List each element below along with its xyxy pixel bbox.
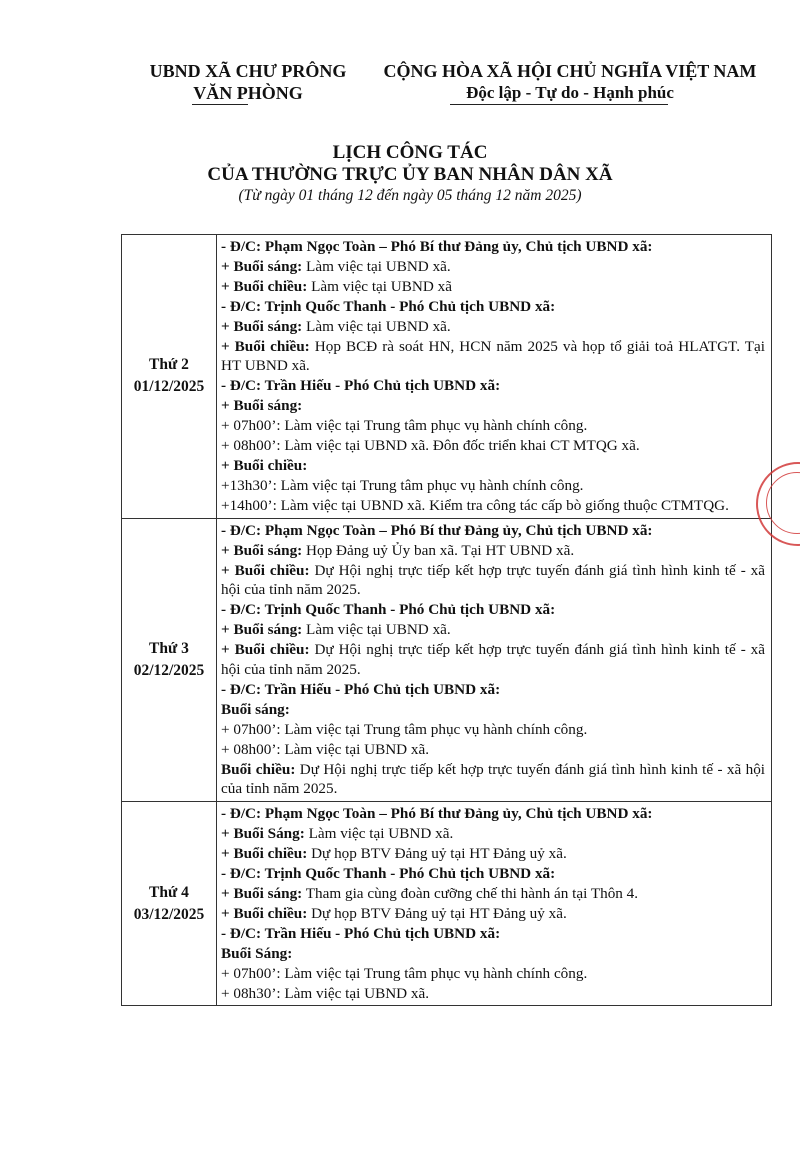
org-name: UBND XÃ CHƯ PRÔNG <box>149 61 347 81</box>
schedule-line: Buổi chiều: Dự Hội nghị trực tiếp kết hợp trực tuyến đánh giá tình hình kinh tế - xã hội của tỉnh năm 2025. <box>221 760 766 798</box>
official-heading: - Đ/C: Trần Hiếu - Phó Chủ tịch UBND xã: <box>221 680 501 698</box>
org-unit: VĂN PHÒNG <box>193 83 303 103</box>
schedule-row-tuesday <box>122 518 772 802</box>
day-name: Thứ 2 <box>149 356 189 374</box>
schedule-line: + Buổi chiều: Dự Hội nghị trực tiếp kết hợp trực tuyến đánh giá tình hình kinh tế - xã hội của tỉnh năm 2025. <box>221 561 766 599</box>
schedule-line: + 08h00’: Làm việc tại UBND xã. Đôn đốc triển khai CT MTQG xã. <box>221 437 640 455</box>
day-name: Thứ 4 <box>149 883 189 901</box>
day-date: 01/12/2025 <box>133 378 205 396</box>
schedule-line: + Buổi chiều: Họp BCĐ rà soát HN, HCN năm 2025 và họp tổ giải toả HLATGT. Tại HT UBND xã. <box>221 337 765 375</box>
official-heading: - Đ/C: Trịnh Quốc Thanh - Phó Chủ tịch UBND xã: <box>221 601 556 619</box>
schedule-line: + Buổi sáng: Tham gia cùng đoàn cưỡng chế thi hành án tại Thôn 4. <box>221 885 639 902</box>
title-line-2: CỦA THƯỜNG TRỰC ỦY BAN NHÂN DÂN XÃ <box>207 164 613 185</box>
official-heading: - Đ/C: Trịnh Quốc Thanh - Phó Chủ tịch UBND xã: <box>221 297 556 315</box>
schedule-row-wednesday <box>122 802 772 1006</box>
schedule-line: +14h00’: Làm việc tại UBND xã. Kiểm tra công tác cấp bò giống thuộc CTMTQG. <box>221 496 729 514</box>
day-content <box>217 802 772 1006</box>
schedule-line: + Buổi Sáng: Làm việc tại UBND xã. <box>221 825 454 843</box>
document-title <box>120 142 700 206</box>
schedule-line: + 07h00’: Làm việc tại Trung tâm phục vụ hành chính công. <box>221 720 588 738</box>
org-underline <box>192 104 248 105</box>
day-cell <box>122 235 217 519</box>
schedule-line: + Buổi sáng: Họp Đảng uỷ Ủy ban xã. Tại HT UBND xã. <box>221 541 575 559</box>
schedule-row-monday <box>122 235 772 519</box>
schedule-line: + Buổi sáng: Làm việc tại UBND xã. <box>221 621 451 639</box>
motto-underline <box>450 104 668 105</box>
schedule-line: + 07h00’: Làm việc tại Trung tâm phục vụ hành chính công. <box>221 417 588 435</box>
official-heading: - Đ/C: Phạm Ngọc Toàn – Phó Bí thư Đảng ủy, Chủ tịch UBND xã: <box>221 238 653 255</box>
day-date: 02/12/2025 <box>133 662 205 680</box>
schedule-line: + 07h00’: Làm việc tại Trung tâm phục vụ hành chính công. <box>221 964 588 982</box>
title-period: (Từ ngày 01 tháng 12 đến ngày 05 tháng 12 năm 2025) <box>238 187 582 204</box>
schedule-line: + Buổi chiều: Dự họp BTV Đảng uỷ tại HT Đảng uỷ xã. <box>221 845 567 863</box>
session-label: Buổi Sáng: <box>221 944 293 962</box>
session-label: Buổi sáng: <box>221 700 290 718</box>
schedule-line: +13h30’: Làm việc tại Trung tâm phục vụ hành chính công. <box>221 476 584 494</box>
schedule-line: + Buổi chiều: Dự họp BTV Đảng uỷ tại HT Đảng uỷ xã. <box>221 904 567 922</box>
day-cell <box>122 518 217 802</box>
day-content <box>217 518 772 802</box>
day-content <box>217 235 772 519</box>
schedule-line: + Buổi sáng: Làm việc tại UBND xã. <box>221 257 451 275</box>
schedule-line: + Buổi sáng: Làm việc tại UBND xã. <box>221 317 451 335</box>
title-line-1: LỊCH CÔNG TÁC <box>332 142 488 163</box>
national-header <box>360 60 780 104</box>
official-heading: - Đ/C: Phạm Ngọc Toàn – Phó Bí thư Đảng ủy, Chủ tịch UBND xã: <box>221 521 653 539</box>
national-motto: Độc lập - Tự do - Hạnh phúc <box>466 83 674 102</box>
schedule-line: + Buổi chiều: Làm việc tại UBND xã <box>221 277 452 295</box>
issuing-organization <box>133 60 363 104</box>
session-label: + Buổi sáng: <box>221 397 303 415</box>
session-label: + Buổi chiều: <box>221 456 308 474</box>
official-heading: - Đ/C: Phạm Ngọc Toàn – Phó Bí thư Đảng ủy, Chủ tịch UBND xã: <box>221 805 653 823</box>
official-heading: - Đ/C: Trịnh Quốc Thanh - Phó Chủ tịch UBND xã: <box>221 865 556 883</box>
day-name: Thứ 3 <box>149 640 189 658</box>
schedule-line: + 08h00’: Làm việc tại UBND xã. <box>221 740 430 758</box>
schedule-line: + 08h30’: Làm việc tại UBND xã. <box>221 984 430 1002</box>
schedule-table <box>121 234 772 1006</box>
schedule-line: + Buổi chiều: Dự Hội nghị trực tiếp kết hợp trực tuyến đánh giá tình hình kinh tế - xã hội của tỉnh năm 2025. <box>221 641 766 679</box>
official-heading: - Đ/C: Trần Hiếu - Phó Chủ tịch UBND xã: <box>221 924 501 942</box>
nation-name: CỘNG HÒA XÃ HỘI CHỦ NGHĨA VIỆT NAM <box>383 61 757 81</box>
official-heading: - Đ/C: Trần Hiếu - Phó Chủ tịch UBND xã: <box>221 377 501 395</box>
day-date: 03/12/2025 <box>133 905 205 923</box>
day-cell <box>122 802 217 1006</box>
